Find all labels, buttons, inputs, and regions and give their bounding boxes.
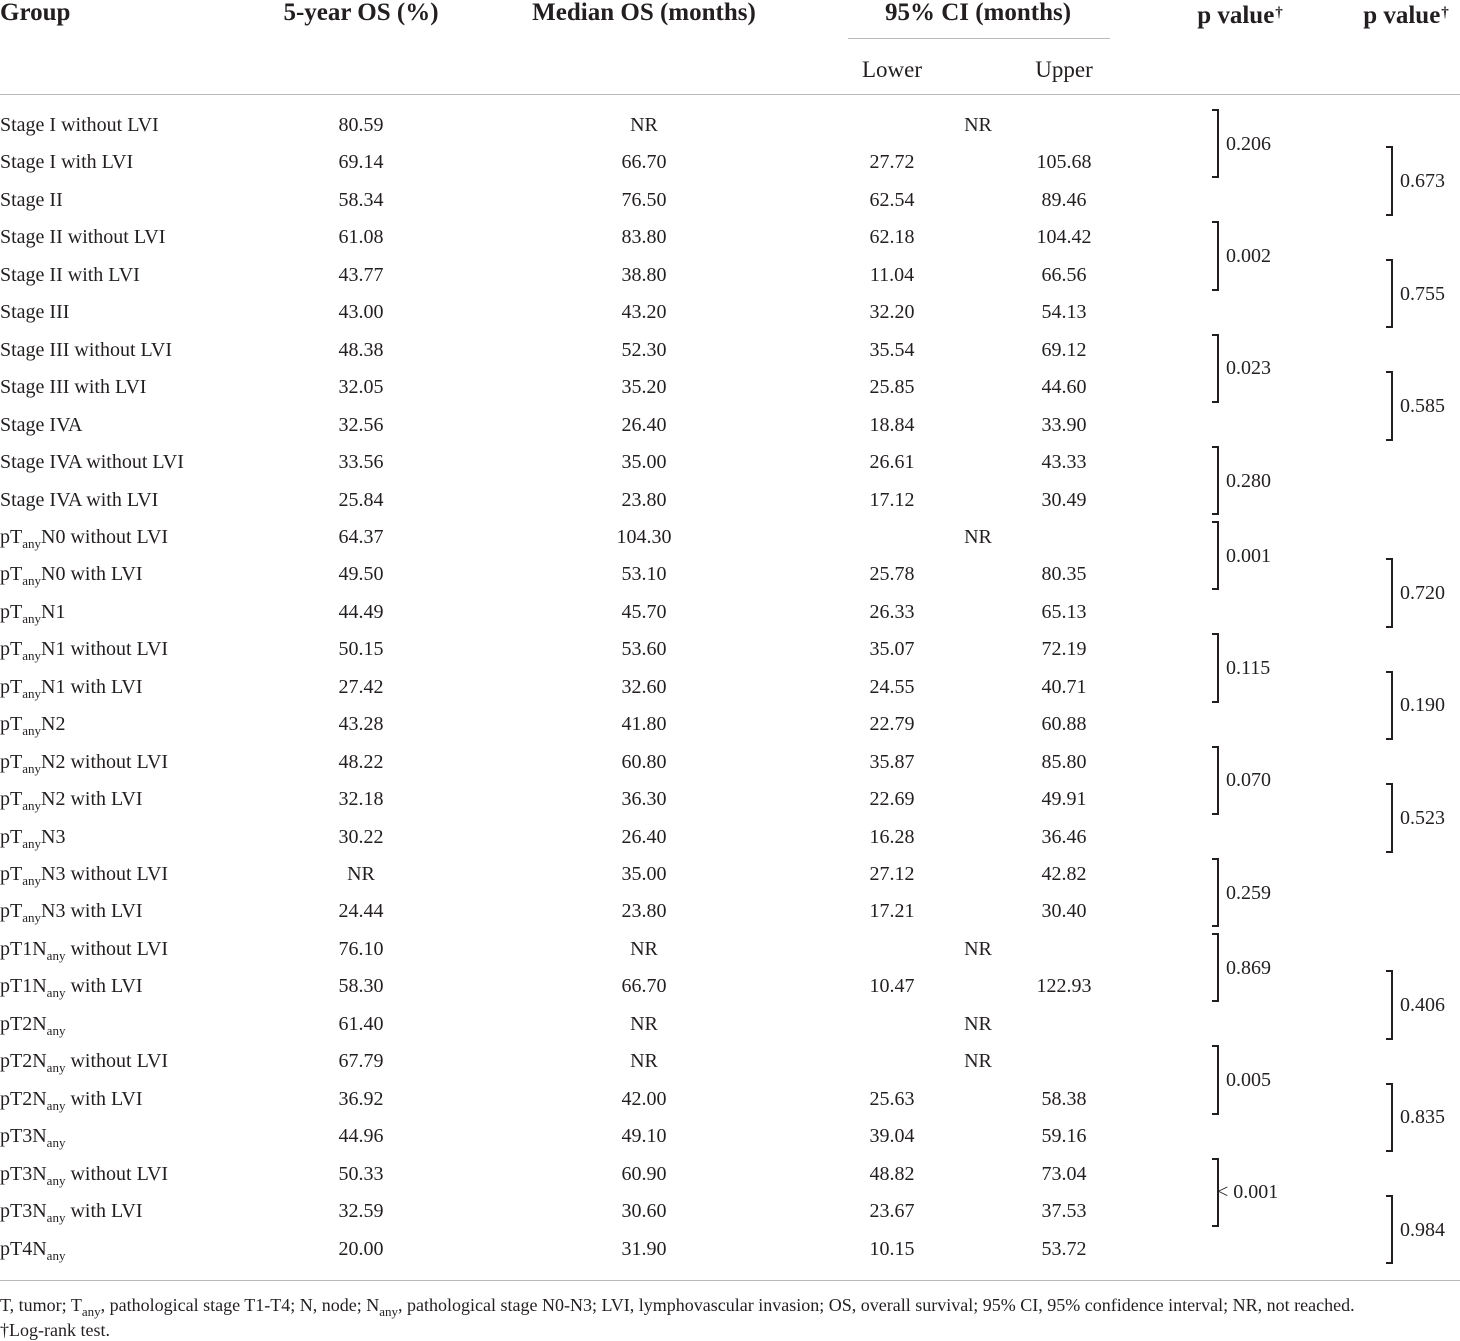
cell-ci-lower: 27.72 [869,151,915,174]
cell-ci-upper: 59.16 [1041,1125,1087,1148]
p-value-1-value: 0.259 [1226,881,1271,904]
cell-5-year-os: 30.22 [338,825,384,848]
group-label-suffix: N3 [41,825,66,848]
header-ci-upper: Upper [1035,57,1093,82]
group-label-subscript: any [46,1210,66,1226]
footnote-text-a: T, tumor; T [0,1295,82,1315]
cell-ci-lower: 26.33 [869,600,915,623]
header-bottom-rule [0,94,1460,95]
group-label [0,1013,65,1042]
group-label-text: pT [0,675,23,698]
cell-ci-lower: 35.54 [869,338,915,361]
p-value-2-value: 0.720 [1400,582,1445,605]
footnote-log-rank: †Log-rank test. [0,1320,110,1340]
footnote-text-c: , pathological stage N0-N3; LVI, lymphovascular invasion; OS, overall survival; 95% CI, 95% confidence interval; NR, not reached. [398,1295,1355,1315]
group-label [0,376,146,398]
cell-5-year-os: 76.10 [338,937,384,960]
cell-median-os: 38.80 [621,263,667,286]
cell-median-os: 23.80 [621,488,667,511]
cell-median-os: 26.40 [621,825,667,848]
p-value-2-value: 0.835 [1400,1106,1445,1129]
group-label-suffix: N3 without LVI [41,863,169,885]
p-value-1-value: 0.023 [1226,357,1271,380]
cell-median-os: 104.30 [616,525,672,548]
cell-median-os: 60.80 [621,750,667,773]
group-label [0,339,172,361]
group-label-text: pT [0,900,23,923]
group-label-text: pT [0,638,23,661]
group-label-text: Stage II without LVI [0,226,166,249]
p-value-2-bracket [1386,259,1393,328]
cell-median-os: 35.00 [621,863,667,885]
cell-ci-spanned: NR [964,525,992,548]
cell-5-year-os: 44.49 [338,600,384,623]
cell-5-year-os: 49.50 [338,563,384,586]
p-value-1-bracket [1212,446,1219,515]
cell-5-year-os: 32.18 [338,788,384,811]
cell-median-os: 52.30 [621,338,667,361]
header-p-value-1 [1197,0,1283,29]
group-label-text: pT [0,788,23,811]
cell-median-os: 66.70 [621,151,667,174]
p-value-1-value: 0.005 [1226,1068,1271,1091]
cell-ci-upper: 85.80 [1041,750,1087,773]
group-label-suffix: N2 with LVI [41,788,143,811]
cell-ci-upper: 72.19 [1041,638,1087,661]
p-value-1-bracket [1212,1045,1219,1114]
cell-median-os: 53.60 [621,638,667,661]
cell-ci-lower: 22.79 [869,713,915,736]
group-label [0,114,159,136]
cell-median-os: 76.50 [621,188,667,211]
cell-ci-spanned: NR [964,1050,992,1073]
group-label-subscript: any [22,573,41,589]
group-label [0,301,69,323]
group-label-subscript: any [22,873,41,888]
group-label-suffix: with LVI [65,975,143,998]
p-value-2-value: 0.585 [1400,394,1445,417]
cell-5-year-os: 48.38 [338,338,384,361]
group-label [0,713,65,742]
cell-ci-lower: 62.54 [869,188,915,211]
group-label-subscript: any [22,685,41,701]
cell-median-os: NR [630,114,658,136]
cell-5-year-os: 69.14 [338,151,384,174]
p-value-1-bracket [1212,334,1219,403]
group-label [0,1200,143,1229]
p-value-2-bracket [1386,970,1393,1039]
group-label-text: Stage IVA [0,413,83,436]
group-label [0,151,133,173]
p-value-1-value: 0.206 [1226,132,1271,155]
footnote-abbreviations [0,1294,1355,1323]
cell-ci-upper: 30.40 [1041,900,1087,923]
group-label-text: Stage II with LVI [0,263,140,286]
cell-5-year-os: 27.42 [338,675,384,698]
cell-median-os: 30.60 [621,1200,667,1223]
cell-ci-lower: 24.55 [869,675,915,698]
cell-median-os: NR [630,1012,658,1035]
cell-ci-upper: 105.68 [1036,151,1092,174]
group-label [0,563,142,592]
group-label-suffix: N1 without LVI [41,638,169,661]
cell-ci-upper: 53.72 [1041,1237,1087,1260]
cell-ci-lower: 23.67 [869,1200,915,1223]
p-value-2-bracket [1386,783,1393,852]
group-label-subscript: any [22,610,41,626]
cell-ci-upper: 60.88 [1041,713,1087,736]
cell-ci-upper: 122.93 [1036,975,1092,998]
group-label-subscript: any [22,648,41,664]
group-label [0,264,140,286]
p-value-2-value: 0.406 [1400,994,1445,1017]
p-value-2-bracket [1386,146,1393,215]
group-label [0,975,143,1004]
group-label-text: pT3N [0,1125,47,1148]
p-value-1-value: 0.280 [1226,469,1271,492]
group-label-text: Stage IVA with LVI [0,488,159,511]
dagger-mark-2: † [1441,5,1449,21]
group-label [0,1088,143,1117]
group-label-text: pT [0,563,23,586]
group-label-text: pT3N [0,1200,47,1223]
group-label-text: pT2N [0,1012,47,1035]
group-label [0,638,168,667]
cell-ci-lower: 27.12 [869,863,915,885]
cell-ci-lower: 25.85 [869,376,915,399]
group-label-subscript: any [22,798,41,814]
cell-ci-lower: 35.87 [869,750,915,773]
cell-median-os: 32.60 [621,675,667,698]
cell-ci-lower: 17.21 [869,900,915,923]
cell-5-year-os: 32.59 [338,1200,384,1223]
p-value-1-bracket [1212,109,1219,178]
cell-5-year-os: 20.00 [338,1237,384,1260]
group-label-suffix: N1 [41,600,66,623]
p-value-2-bracket [1386,558,1393,627]
cell-median-os: 43.20 [621,301,667,324]
p-value-2-value: 0.190 [1400,694,1445,717]
group-label-suffix: N2 [41,713,66,736]
cell-5-year-os: 24.44 [338,900,384,923]
cell-ci-upper: 73.04 [1041,1162,1087,1185]
cell-ci-upper: 33.90 [1041,413,1087,436]
group-label-subscript: any [46,1060,66,1076]
cell-ci-lower: 25.78 [869,563,915,586]
group-label-suffix: with LVI [65,1200,143,1223]
p-value-1-bracket [1212,858,1219,927]
group-label-text: pT2N [0,1050,47,1073]
p-value-1-value: 0.001 [1226,544,1271,567]
group-label-text: Stage II [0,188,63,211]
group-label-text: Stage III without LVI [0,338,173,361]
group-label [0,1125,65,1154]
p-value-2-value: 0.755 [1400,282,1445,305]
cell-median-os: 60.90 [621,1162,667,1185]
cell-ci-lower: 39.04 [869,1125,915,1148]
group-label-text: Stage III with LVI [0,376,147,399]
p-value-2-value: 0.984 [1400,1218,1445,1241]
p-value-1-value: 0.869 [1226,956,1271,979]
p-value-2-bracket [1386,371,1393,440]
group-label-suffix: without LVI [65,1162,169,1185]
group-label [0,451,184,473]
cell-ci-upper: 40.71 [1041,675,1087,698]
group-label-text: pT [0,863,23,885]
group-label-subscript: any [46,1247,66,1263]
cell-5-year-os: 33.56 [338,451,384,474]
cell-ci-upper: 30.49 [1041,488,1087,511]
cell-ci-upper: 36.46 [1041,825,1087,848]
cell-ci-lower: 32.20 [869,301,915,324]
group-label-subscript: any [22,760,41,776]
cell-ci-lower: 25.63 [869,1087,915,1110]
group-label-suffix: N2 without LVI [41,750,169,773]
cell-median-os: 31.90 [621,1237,667,1260]
cell-ci-lower: 16.28 [869,825,915,848]
group-label [0,526,168,555]
cell-5-year-os: 32.05 [338,376,384,399]
group-label-subscript: any [46,947,66,963]
group-label-text: Stage I without LVI [0,114,159,136]
group-label-subscript: any [46,1022,66,1038]
cell-ci-lower: 10.15 [869,1237,915,1260]
group-label [0,489,158,511]
cell-ci-lower: 62.18 [869,226,915,249]
cell-median-os: 66.70 [621,975,667,998]
cell-ci-upper: 80.35 [1041,563,1087,586]
p-value-1-bracket [1212,933,1219,1002]
table-bottom-rule [0,1280,1460,1281]
cell-median-os: 35.20 [621,376,667,399]
cell-5-year-os: 32.56 [338,413,384,436]
cell-ci-upper: 49.91 [1041,788,1087,811]
cell-5-year-os: 44.96 [338,1125,384,1148]
group-label-text: pT1N [0,975,47,998]
p-value-1-bracket [1212,746,1219,815]
group-label-text: Stage I with LVI [0,151,134,174]
group-label [0,863,168,892]
cell-5-year-os: 58.30 [338,975,384,998]
group-label-text: Stage IVA without LVI [0,451,184,474]
cell-median-os: 45.70 [621,600,667,623]
p-value-1-value: < 0.001 [1217,1181,1279,1204]
p-value-1-value: 0.002 [1226,245,1271,268]
dagger-mark-1: † [1275,5,1283,21]
cell-ci-upper: 69.12 [1041,338,1087,361]
cell-ci-spanned: NR [964,1012,992,1035]
p-value-1-bracket [1212,521,1219,590]
group-label-suffix: with LVI [65,1087,143,1110]
cell-median-os: NR [630,1050,658,1073]
group-label-text: pT2N [0,1087,47,1110]
cell-ci-upper: 58.38 [1041,1087,1087,1110]
group-label [0,788,142,817]
footnote-sub-2: any [379,1304,398,1319]
p-value-1-label: p value [1197,2,1275,29]
cell-5-year-os: 43.28 [338,713,384,736]
cell-5-year-os: 58.34 [338,188,384,211]
cell-ci-upper: 44.60 [1041,376,1087,399]
cell-ci-lower: 10.47 [869,975,915,998]
cell-5-year-os: 48.22 [338,750,384,773]
header-5-year-os: 5-year OS (%) [283,0,439,26]
group-label [0,900,142,929]
group-label-text: pT [0,825,23,848]
group-label-subscript: any [22,723,41,739]
cell-median-os: 42.00 [621,1087,667,1110]
cell-5-year-os: 67.79 [338,1050,384,1073]
ci-header-rule [848,38,1110,39]
p-value-2-value: 0.523 [1400,806,1445,829]
cell-5-year-os: 61.08 [338,226,384,249]
cell-ci-upper: 66.56 [1041,263,1087,286]
group-label-text: pT [0,525,23,548]
cell-median-os: 53.10 [621,563,667,586]
cell-median-os: 23.80 [621,900,667,923]
group-label-subscript: any [22,835,41,851]
cell-5-year-os: 50.15 [338,638,384,661]
group-label-suffix: N3 with LVI [41,900,143,923]
group-label [0,938,168,967]
cell-ci-lower: 48.82 [869,1162,915,1185]
cell-median-os: 41.80 [621,713,667,736]
cell-5-year-os: 61.40 [338,1012,384,1035]
group-label-suffix: N1 with LVI [41,675,143,698]
group-label-suffix: N0 without LVI [41,525,169,548]
cell-ci-lower: 18.84 [869,413,915,436]
footnote-sub-1: any [81,1304,101,1319]
cell-ci-lower: 26.61 [869,451,915,474]
header-95-ci: 95% CI (months) [884,0,1072,26]
cell-ci-upper: 89.46 [1041,188,1087,211]
group-label [0,226,165,248]
header-ci-lower: Lower [861,57,923,82]
group-label-subscript: any [46,985,66,1001]
group-label-text: pT3N [0,1162,47,1185]
cell-median-os: NR [630,937,658,960]
group-label-subscript: any [22,535,41,551]
header-median-os: Median OS (months) [532,0,756,26]
group-label [0,189,63,211]
cell-ci-upper: 65.13 [1041,600,1087,623]
cell-5-year-os: 80.59 [338,114,384,136]
group-label [0,751,168,780]
cell-5-year-os: NR [347,863,375,885]
group-label-subscript: any [46,1135,66,1151]
cell-ci-lower: 35.07 [869,638,915,661]
cell-median-os: 49.10 [621,1125,667,1148]
group-label [0,601,65,630]
group-label-text: pT [0,713,23,736]
cell-5-year-os: 43.77 [338,263,384,286]
group-label [0,414,82,436]
cell-ci-upper: 104.42 [1036,226,1092,249]
cell-5-year-os: 25.84 [338,488,384,511]
cell-5-year-os: 43.00 [338,301,384,324]
cell-median-os: 35.00 [621,451,667,474]
cell-ci-upper: 42.82 [1041,863,1087,885]
group-label-text: pT4N [0,1237,47,1260]
p-value-1-bracket [1212,633,1219,702]
header-p-value-2 [1363,0,1449,29]
cell-ci-spanned: NR [964,937,992,960]
group-label-text: pT [0,600,23,623]
group-label-subscript: any [22,910,41,926]
group-label-suffix: without LVI [65,937,169,960]
cell-5-year-os: 64.37 [338,525,384,548]
group-label-suffix: N0 with LVI [41,563,143,586]
group-label-text: pT1N [0,937,47,960]
group-label-subscript: any [46,1172,66,1188]
footnote-text-b: , pathological stage T1-T4; N, node; N [100,1295,380,1315]
group-label [0,826,65,855]
p-value-2-label: p value [1363,2,1441,29]
cell-median-os: 83.80 [621,226,667,249]
group-label [0,1238,65,1267]
p-value-1-bracket [1212,221,1219,290]
cell-ci-spanned: NR [964,114,992,136]
p-value-1-value: 0.115 [1226,657,1271,680]
cell-ci-lower: 17.12 [869,488,915,511]
group-label [0,676,142,705]
group-label [0,1163,168,1192]
group-label-text: pT [0,750,23,773]
p-value-2-bracket [1386,1195,1393,1264]
group-label-text: Stage III [0,301,70,324]
cell-median-os: 26.40 [621,413,667,436]
cell-5-year-os: 36.92 [338,1087,384,1110]
cell-ci-upper: 54.13 [1041,301,1087,324]
group-label [0,1050,168,1079]
cell-ci-lower: 11.04 [869,263,915,286]
group-label-subscript: any [46,1097,66,1113]
cell-median-os: 36.30 [621,788,667,811]
group-label-suffix: without LVI [65,1050,169,1073]
cell-ci-upper: 43.33 [1041,451,1087,474]
cell-ci-lower: 22.69 [869,788,915,811]
cell-5-year-os: 50.33 [338,1162,384,1185]
p-value-1-value: 0.070 [1226,769,1271,792]
cell-ci-upper: 37.53 [1041,1200,1087,1223]
p-value-2-bracket [1386,671,1393,740]
p-value-2-bracket [1386,1083,1393,1152]
p-value-2-value: 0.673 [1400,170,1445,193]
header-group: Group [0,0,71,26]
